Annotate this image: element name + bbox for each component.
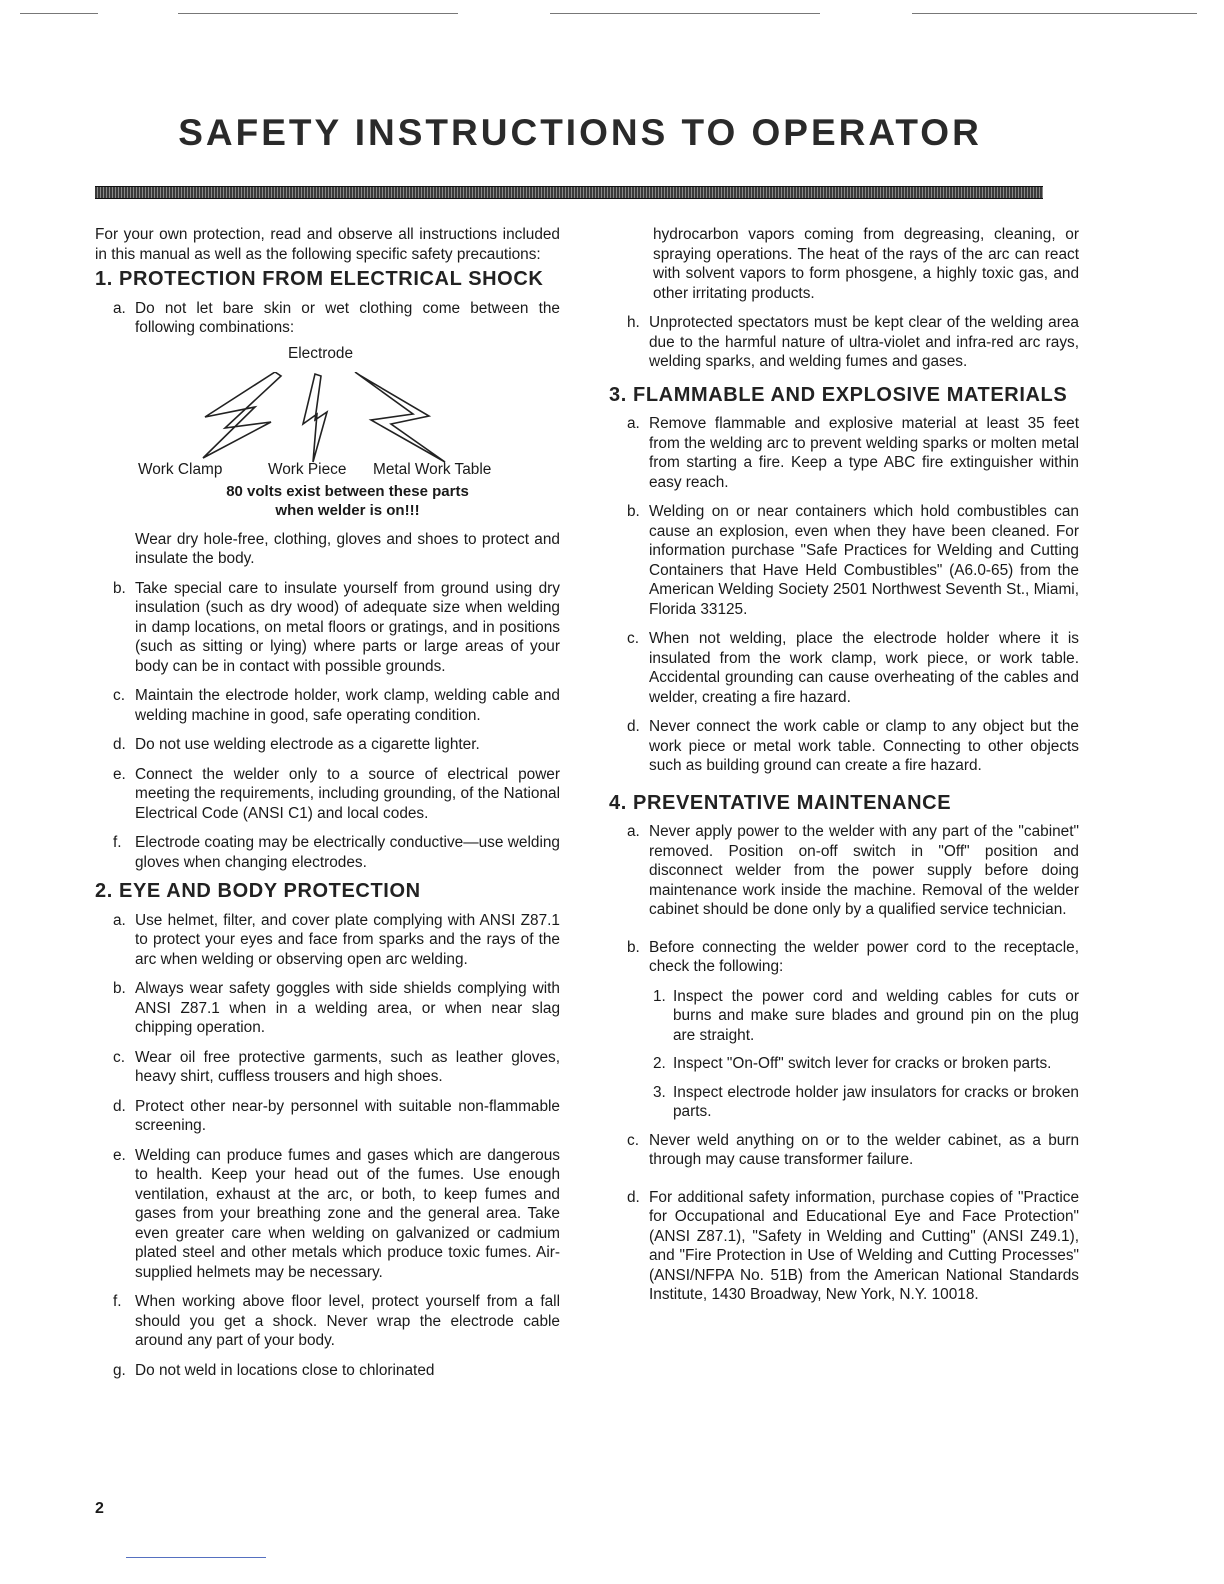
item-text: Welding can produce fumes and gases which are dangerous to health. Keep your head out of the fumes. Use enough ventilation, exhaust at the arc, or both, to keep fumes and gases from your breathing zone and the general area. Take even greater care when welding on galvanized or cadmium plated steel and other metals which produce toxic fumes. Air-supplied helmets may be necessary. [135,1146,560,1281]
item-label: c. [113,687,125,704]
item-label: d. [627,718,640,735]
item-label: c. [627,1131,639,1149]
item-text: Unprotected spectators must be kept clear of the welding area due to the harmful nature of ultra-violet and infra-red arc rays, welding sparks, and welding fumes and gases. [649,314,1079,370]
item-label: 1. [653,987,666,1005]
scan-line [20,13,98,14]
scan-line [178,13,458,14]
list-item [627,629,1079,707]
list-item [627,822,1079,920]
list-item [113,579,560,677]
section-3-heading: 3. FLAMMABLE AND EXPLOSIVE MATERIALS [609,383,1068,406]
item-text: Wear oil free protective garments, such as leather gloves, heavy shirt, cuffless trousers and high shoes. [135,1048,560,1085]
item-label: d. [113,1097,126,1115]
sub-list-item [653,987,1079,1046]
item-label: c. [627,630,639,647]
item-label: 2. [653,1055,666,1072]
list-item [627,938,1079,977]
item-label: f. [113,1293,122,1310]
item-label: a. [113,911,126,929]
right-column [609,225,1079,1315]
list-item [113,1292,560,1351]
item-label: c. [113,1048,125,1066]
item-label: a. [627,415,640,432]
item-text: Before connecting the welder power cord to the receptacle, check the following: [649,938,1079,975]
item-text: Inspect "On-Off" switch lever for cracks or broken parts. [673,1055,1052,1072]
item-label: a. [113,299,126,317]
sub-list-item [653,1054,1079,1074]
scan-line [912,13,1197,14]
list-item [113,1097,560,1136]
item-text: Do not let bare skin or wet clothing come between the following combinations: [135,299,560,336]
item-label: a. [627,823,640,840]
list-item [627,502,1079,619]
continued-paragraph: hydrocarbon vapors coming from degreasing, cleaning, or spraying operations. The heat of the rays of the arc can react with solvent vapors to form phosgene, a highly toxic gas, and other irritating products. [653,226,1079,302]
item-text: Connect the welder only to a source of electrical power meeting the requirements, including grounding, of the National Electrical Code (ANSI C1) and local codes. [135,765,560,822]
item-text: Electrode coating may be electrically conductive—use welding gloves when changing electrodes. [135,834,560,871]
paragraph: Wear dry hole-free, clothing, gloves and shoes to protect and insulate the body. [135,530,560,567]
scan-line [126,1557,266,1558]
item-label: b. [627,503,640,520]
list-item [113,686,560,725]
list-item [627,1131,1079,1170]
item-text: Inspect the power cord and welding cables for cuts or burns and make sure blades and ground pin on the plug are straight. [673,987,1079,1044]
intro-paragraph: For your own protection, read and observe all instructions included in this manual as well as the following specific safety precautions: [95,226,560,263]
item-text: Maintain the electrode holder, work clamp, welding cable and welding machine in good, safe operating condition. [135,687,560,724]
list-item [113,765,560,824]
item-text: Use helmet, filter, and cover plate complying with ANSI Z87.1 to protect your eyes and face from sparks and the rays of the arc when welding or observing open arc welding. [135,911,560,968]
voltage-warning [135,482,560,520]
title-rule [95,186,1043,199]
item-text: Protect other near-by personnel with suitable non-flammable screening. [135,1097,560,1134]
item-label: b. [113,980,126,997]
item-text: Remove flammable and explosive material at least 35 feet from the welding arc to prevent welding sparks or molten metal from starting a fire. Keep a type ABC fire extinguisher within easy reach. [649,415,1079,491]
list-item [627,717,1079,776]
item-label: 3. [653,1083,666,1101]
item-label: b. [113,579,126,597]
item-text: Do not use welding electrode as a cigarette lighter. [135,736,480,753]
item-label: f. [113,834,122,851]
diagram-label-electrode: Electrode [288,344,354,362]
list-item [627,414,1079,492]
shock-diagram [95,344,560,478]
item-label: d. [627,1188,640,1206]
diagram-label-metal-work-table: Metal Work Table [373,460,492,478]
item-label: h. [627,314,640,331]
item-label: b. [627,938,640,956]
item-text: Never weld anything on or to the welder cabinet, as a burn through may cause transformer failure. [649,1131,1079,1168]
list-item [113,299,560,338]
sub-list-item [653,1083,1079,1122]
list-item [113,979,560,1038]
section-2-heading: 2. EYE AND BODY PROTECTION [95,880,421,902]
warning-line: when welder is on!!! [275,501,420,519]
item-label: d. [113,736,126,753]
section-1-heading: 1. PROTECTION FROM ELECTRICAL SHOCK [95,268,544,290]
item-label: g. [113,1361,126,1379]
warning-line: 80 volts exist between these parts [226,482,469,500]
section-4-heading: 4. PREVENTATIVE MAINTENANCE [609,791,952,814]
list-item [113,911,560,970]
item-text: For additional safety information, purchase copies of "Practice for Occupational and Educational Eye and Face Protection" (ANSI Z87.1), "Safety in Welding and Cutting" (ANSI Z49.1), and "Fire Protection in Use of Welding and Cutting Processes" (ANSI/NFPA No. 51B) from the American National Standards Institute, 1430 Broadway, New York, N.Y. 10018. [649,1188,1079,1303]
item-text: Never connect the work cable or clamp to any object but the work piece or metal work table. Connecting to other objects such as building ground can create a fire hazard. [649,718,1079,774]
item-text: Take special care to insulate yourself from ground using dry insulation (such as dry wood) of adequate size when welding in damp locations, on metal floors or gratings, and in positions (such as sitting or lying) where parts or large areas of your body can be in contact with possible grounds. [135,579,560,675]
diagram-label-work-piece: Work Piece [268,460,347,478]
list-item [627,1188,1079,1305]
page-number: 2 [95,1500,104,1517]
diagram-label-work-clamp: Work Clamp [138,460,223,478]
item-label: e. [113,1146,126,1164]
item-text: Welding on or near containers which hold combustibles can cause an explosion, even when they have been cleaned. For information purchase "Safe Practices for Welding and Cutting Containers that Have Held Combustibles" (A6.0-65) from the American Welding Society 2501 Northwest Seventh St., Miami, Florida 33125. [649,503,1079,618]
left-column [95,225,560,1390]
item-label: e. [113,765,126,783]
list-item [113,735,560,755]
item-text: When not welding, place the electrode holder where it is insulated from the work clamp, work piece, or work table. Accidental grounding can cause overheating of the cables and welder, creating a fire hazard. [649,630,1079,706]
item-text: Inspect electrode holder jaw insulators for cracks or broken parts. [673,1083,1079,1120]
list-item [113,833,560,872]
page-title: SAFETY INSTRUCTIONS TO OPERATOR [178,112,982,153]
scan-line [550,13,820,14]
list-item [113,1146,560,1283]
item-text: When working above floor level, protect yourself from a fall should you get a shock. Never wrap the electrode cable around any part of your body. [135,1293,560,1349]
list-item [113,1361,560,1381]
lightning-bolts-icon [195,372,455,464]
item-text: Do not weld in locations close to chlorinated [135,1361,435,1379]
item-text: Never apply power to the welder with any part of the "cabinet" removed. Position on-off switch in "Off" position and disconnect welder from the power supply before doing maintenance work inside the machine. Removal of the welder cabinet should be done only by a qualified service technician. [649,823,1079,918]
list-item [113,1048,560,1087]
item-text: Always wear safety goggles with side shields complying with ANSI Z87.1 when in a welding area, or when near slag chipping operation. [135,980,560,1036]
list-item [627,313,1079,372]
